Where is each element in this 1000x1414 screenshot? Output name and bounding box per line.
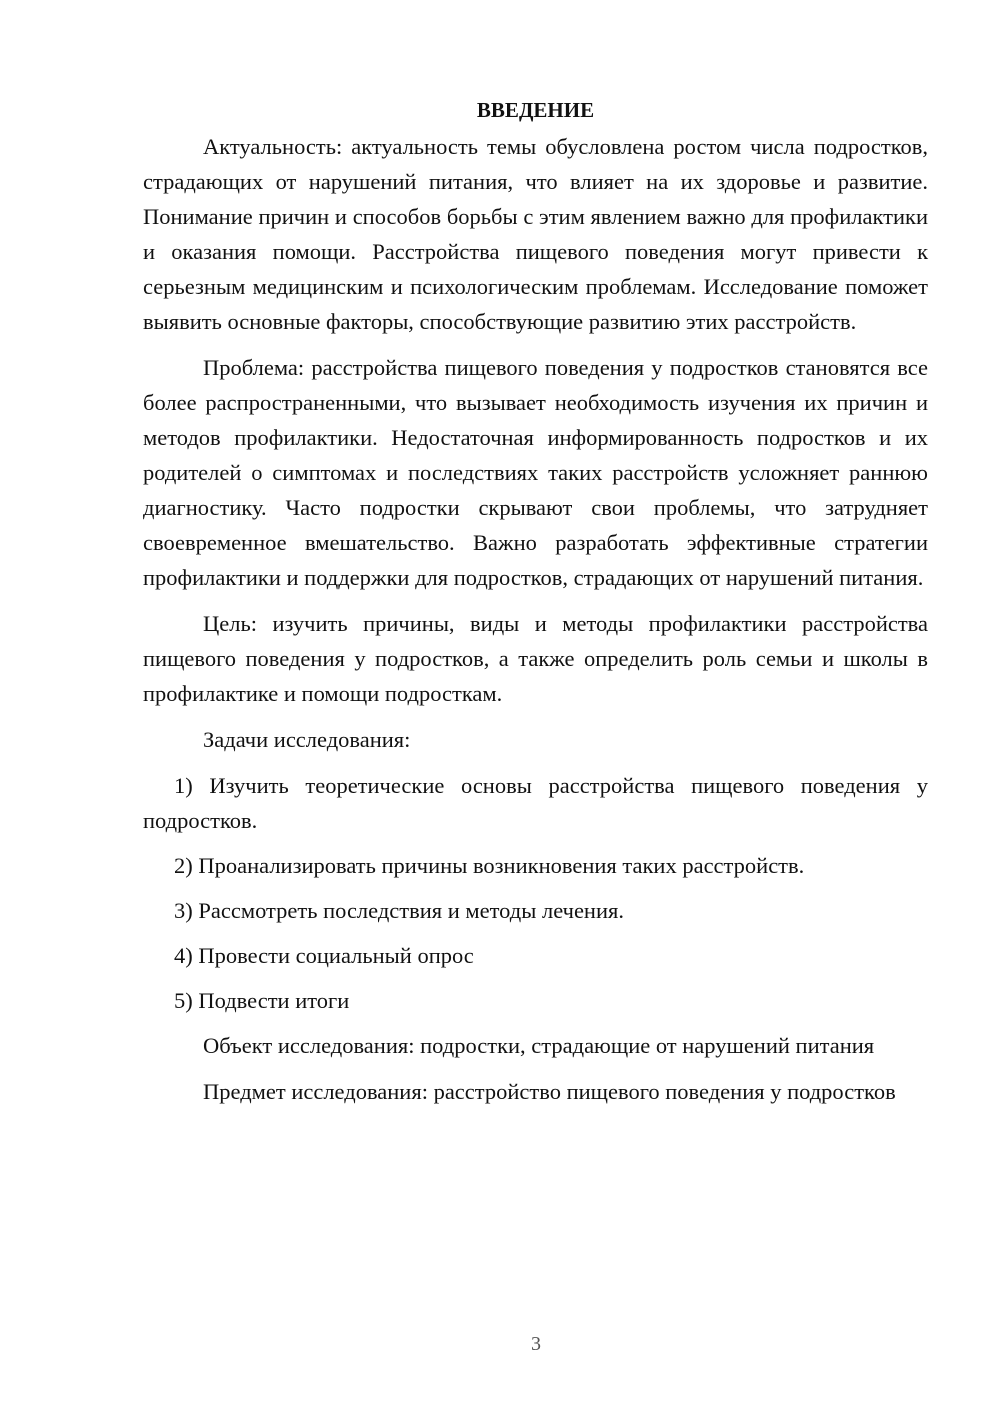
problem-paragraph: Проблема: расстройства пищевого поведения у подростков становятся все более распространенными, что вызывает необходимость изучения их причин и методов профилактики. Недостаточная информированность подростков и их родителей о симптомах и последствиях таких расстройств усложняет раннюю диагностику. Часто подростки скрывают свои проблемы, что затрудняет своевременное вмешательство. Важно разработать эффективные стратегии профилактики и поддержки для подростков, страдающих от нарушений питания. <box>143 355 928 590</box>
relevance-paragraph: Актуальность: актуальность темы обусловлена ростом числа подростков, страдающих от нарушений питания, что влияет на их здоровье и развитие. Понимание причин и способов борьбы с этим явлением важно для профилактики и оказания помощи. Расстройства пищевого поведения могут привести к серьезным медицинским и психологическим проблемам. Исследование поможет выявить основные факторы, способствующие развитию этих расстройств. <box>143 134 928 334</box>
list-item: 1) Изучить теоретические основы расстройства пищевого поведения у подростков. <box>143 773 928 833</box>
list-item: 4) Провести социальный опрос <box>174 943 474 968</box>
list-item: 2) Проанализировать причины возникновения таких расстройств. <box>174 853 805 878</box>
list-item: 3) Рассмотреть последствия и методы лечения. <box>174 898 624 923</box>
document-body <box>143 93 928 1109</box>
tasks-list <box>143 768 928 1018</box>
object-paragraph: Объект исследования: подростки, страдающие от нарушений питания <box>203 1033 875 1058</box>
page-number: 3 <box>531 1333 541 1355</box>
tasks-heading: Задачи исследования: <box>203 727 411 752</box>
page-title: ВВЕДЕНИЕ <box>476 98 595 122</box>
subject-paragraph: Предмет исследования: расстройство пищевого поведения у подростков <box>203 1079 896 1104</box>
goal-paragraph: Цель: изучить причины, виды и методы профилактики расстройства пищевого поведения у подростков, а также определить роль семьи и школы в профилактике и помощи подросткам. <box>143 611 928 706</box>
list-item: 5) Подвести итоги <box>174 988 350 1013</box>
